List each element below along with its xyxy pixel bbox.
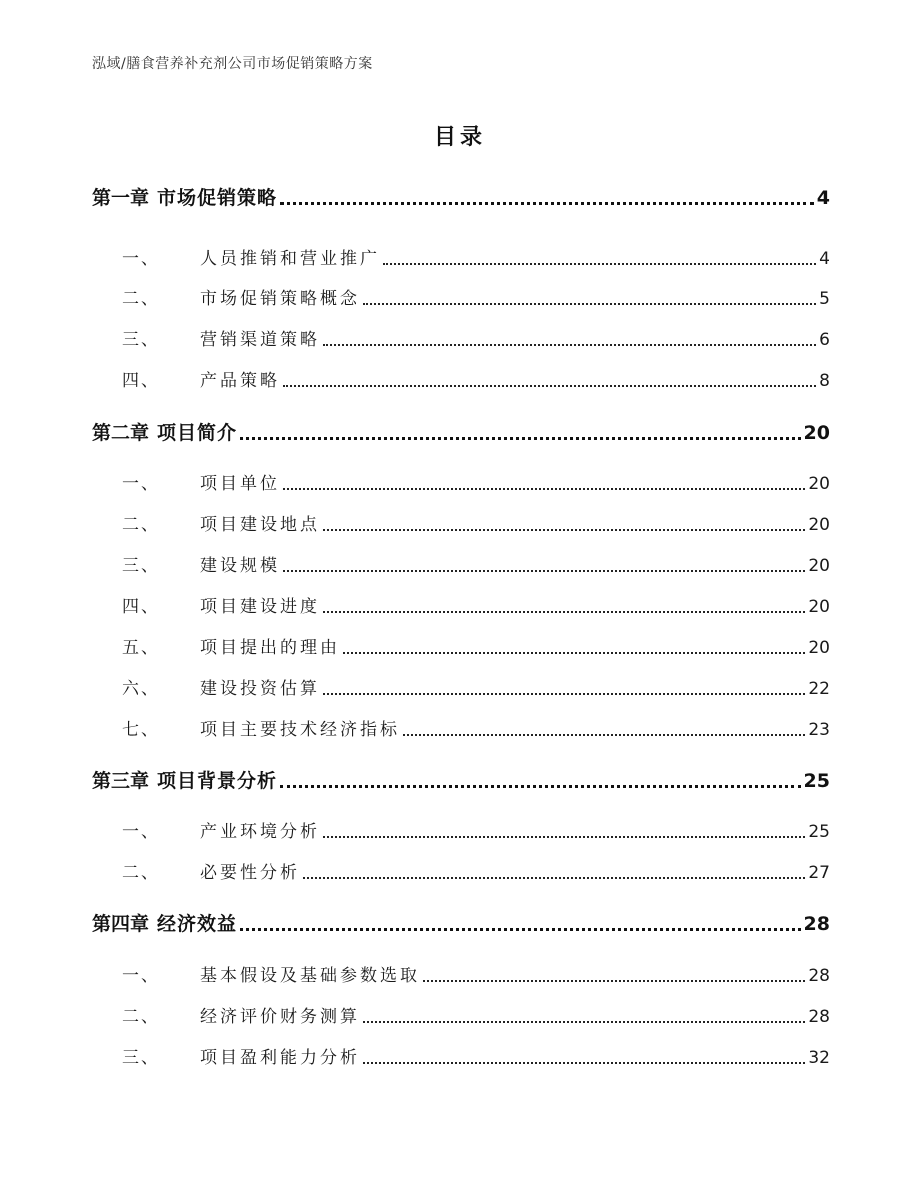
page-number: 23 [808,720,830,740]
section-number: 一、 [122,966,160,986]
toc-section-2-2[interactable] [92,513,830,537]
section-title: 人员推销和营业推广 [200,249,380,269]
section-title: 营销渠道策略 [200,330,320,350]
section-number: 六、 [122,679,160,699]
section-number: 一、 [122,474,160,494]
dot-leader [383,263,816,265]
section-number: 一、 [122,249,160,269]
page-number: 25 [803,770,830,792]
toc-section-1-3[interactable] [92,328,830,352]
toc-chapter-3[interactable] [92,768,830,794]
toc-section-2-1[interactable] [92,472,830,496]
dot-leader [240,437,801,440]
toc-chapter-4[interactable] [92,911,830,937]
section-title: 基本假设及基础参数选取 [200,966,420,986]
chapter-number: 第三章 [92,770,150,792]
page-number: 4 [819,249,830,269]
section-number: 二、 [122,289,160,309]
dot-leader [280,202,814,205]
dot-leader [363,1021,805,1023]
toc-section-1-1[interactable] [92,247,830,271]
section-title: 项目盈利能力分析 [200,1048,360,1068]
dot-leader [363,1062,805,1064]
section-title: 项目建设进度 [200,597,320,617]
chapter-title: 市场促销策略 [157,187,278,209]
page-number: 32 [808,1048,830,1068]
chapter-title: 项目简介 [157,422,238,444]
toc-section-4-1[interactable] [92,964,830,988]
dot-leader [403,734,805,736]
page-number: 20 [808,556,830,576]
dot-leader [280,785,801,788]
dot-leader [323,693,805,695]
toc-section-4-2[interactable] [92,1005,830,1029]
section-number: 二、 [122,863,160,883]
section-title: 经济评价财务测算 [200,1007,360,1027]
toc-section-1-2[interactable] [92,287,830,311]
toc-section-2-7[interactable] [92,718,830,742]
page-number: 25 [808,822,830,842]
dot-leader [363,303,816,305]
section-number: 一、 [122,822,160,842]
chapter-title: 经济效益 [157,913,238,935]
toc-section-4-3[interactable] [92,1046,830,1070]
chapter-number: 第四章 [92,913,150,935]
page-number: 22 [808,679,830,699]
toc-chapter-1[interactable] [92,185,830,211]
section-number: 七、 [122,720,160,740]
page-number: 20 [808,515,830,535]
section-title: 项目提出的理由 [200,638,340,658]
page-number: 20 [803,422,830,444]
page-number: 20 [808,638,830,658]
section-number: 二、 [122,515,160,535]
page-number: 27 [808,863,830,883]
dot-leader [423,980,805,982]
page-number: 20 [808,597,830,617]
section-title: 建设投资估算 [200,679,320,699]
toc-section-2-4[interactable] [92,595,830,619]
dot-leader [323,836,805,838]
page-number: 5 [819,289,830,309]
page-number: 8 [819,371,830,391]
dot-leader [343,652,805,654]
section-title: 建设规模 [200,556,280,576]
page-number: 28 [808,1007,830,1027]
document-header: 泓域/膳食营养补充剂公司市场促销策略方案 [92,56,373,72]
section-number: 五、 [122,638,160,658]
section-number: 四、 [122,371,160,391]
dot-leader [303,877,805,879]
toc-section-2-6[interactable] [92,677,830,701]
chapter-number: 第一章 [92,187,150,209]
toc-section-3-2[interactable] [92,861,830,885]
section-title: 产业环境分析 [200,822,320,842]
section-title: 产品策略 [200,371,280,391]
chapter-number: 第二章 [92,422,150,444]
page-number: 28 [803,913,830,935]
dot-leader [323,344,816,346]
page-number: 4 [816,187,830,209]
toc-section-3-1[interactable] [92,820,830,844]
dot-leader [283,385,816,387]
section-title: 项目主要技术经济指标 [200,720,400,740]
section-number: 三、 [122,1048,160,1068]
page-number: 28 [808,966,830,986]
toc-chapter-2[interactable] [92,420,830,446]
dot-leader [240,928,801,931]
section-title: 必要性分析 [200,863,300,883]
dot-leader [323,529,805,531]
page-number: 6 [819,330,830,350]
toc-section-1-4[interactable] [92,369,830,393]
section-number: 三、 [122,556,160,576]
dot-leader [323,611,805,613]
section-title: 项目建设地点 [200,515,320,535]
section-title: 市场促销策略概念 [200,289,360,309]
section-number: 四、 [122,597,160,617]
dot-leader [283,570,805,572]
chapter-title: 项目背景分析 [157,770,278,792]
dot-leader [283,488,805,490]
section-number: 三、 [122,330,160,350]
toc-section-2-3[interactable] [92,554,830,578]
section-title: 项目单位 [200,474,280,494]
section-number: 二、 [122,1007,160,1027]
page-number: 20 [808,474,830,494]
toc-section-2-5[interactable] [92,636,830,660]
toc-title: 目录 [433,125,486,150]
